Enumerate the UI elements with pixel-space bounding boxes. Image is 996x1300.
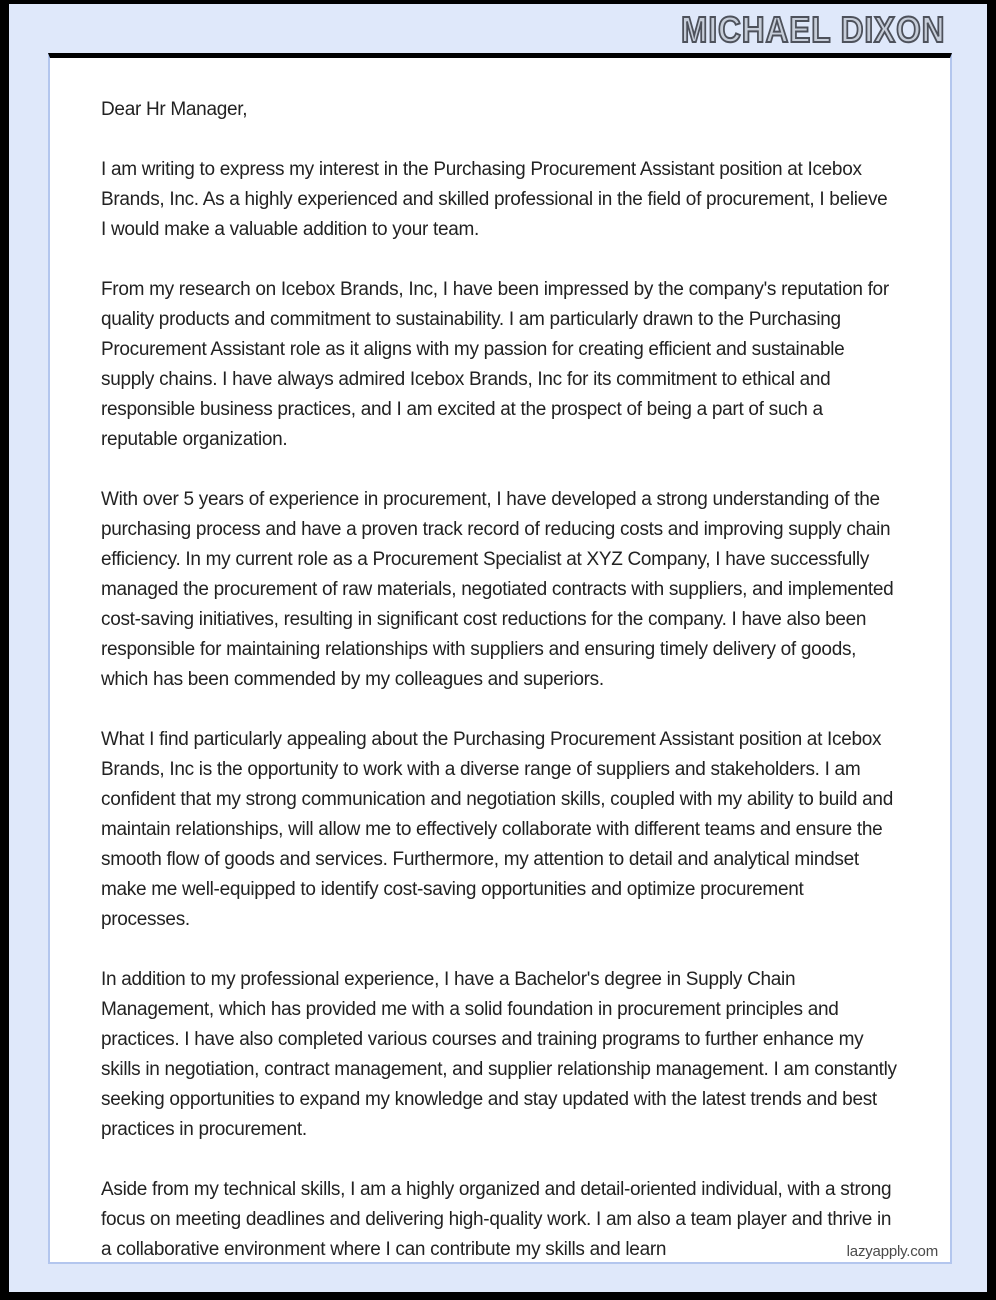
letter-page xyxy=(48,53,952,1264)
letter-paragraph-role-appeal: What I find particularly appealing about the Purchasing Procurement Assistant position at Icebox Brands, Inc is the opportunity to work with a diverse range of suppliers and stakeholders. I am confident that my strong communication and negotiation skills, coupled with my ability to build and maintain relationships, will allow me to effectively collaborate with different teams and ensure the smooth flow of goods and services. Furthermore, my attention to detail and analytical mindset make me well-equipped to identify cost-saving opportunities and optimize procurement processes. xyxy=(101,729,893,930)
candidate-name-heading: MICHAEL DIXON xyxy=(680,9,945,50)
lazyapply-watermark: lazyapply.com xyxy=(846,1243,938,1260)
letter-paragraph-experience: With over 5 years of experience in procurement, I have developed a strong understanding of the purchasing process and have a proven track record of reducing costs and improving supply chain efficiency. In my current role as a Procurement Specialist at XYZ Company, I have successfully managed the procurement of raw materials, negotiated contracts with suppliers, and implemented cost-saving initiatives, resulting in significant cost reductions for the company. I have also been responsible for maintaining relationships with suppliers and ensuring timely delivery of goods, which has been commended by my colleagues and superiors. xyxy=(101,489,894,690)
letter-paragraph-intro: I am writing to express my interest in the Purchasing Procurement Assistant position at Icebox Brands, Inc. As a highly experienced and skilled professional in the field of procurement, I believe I would make a valuable addition to your team. xyxy=(101,159,888,240)
letter-paragraph-education: In addition to my professional experience, I have a Bachelor's degree in Supply Chain Management, which has provided me with a solid foundation in procurement principles and practices. I have also completed various courses and training programs to further enhance my skills in negotiation, contract management, and supplier relationship management. I am constantly seeking opportunities to expand my knowledge and stay updated with the latest trends and best practices in procurement. xyxy=(101,969,897,1140)
letter-greeting: Dear Hr Manager, xyxy=(101,99,248,120)
letter-body xyxy=(50,58,950,1265)
letter-paragraph-company-research: From my research on Icebox Brands, Inc, I have been impressed by the company's reputation for quality products and commitment to sustainability. I am particularly drawn to the Purchasing Procurement Assistant role as it aligns with my passion for creating efficient and sustainable supply chains. I have always admired Icebox Brands, Inc for its commitment to ethical and responsible business practices, and I am excited at the prospect of being a part of such a reputable organization. xyxy=(101,279,889,450)
letter-paragraph-personal-traits: Aside from my technical skills, I am a highly organized and detail-oriented individual, with a strong focus on meeting deadlines and delivering high-quality work. I am also a team player and thrive in a collaborative environment where I can contribute my skills and learn xyxy=(101,1179,892,1260)
